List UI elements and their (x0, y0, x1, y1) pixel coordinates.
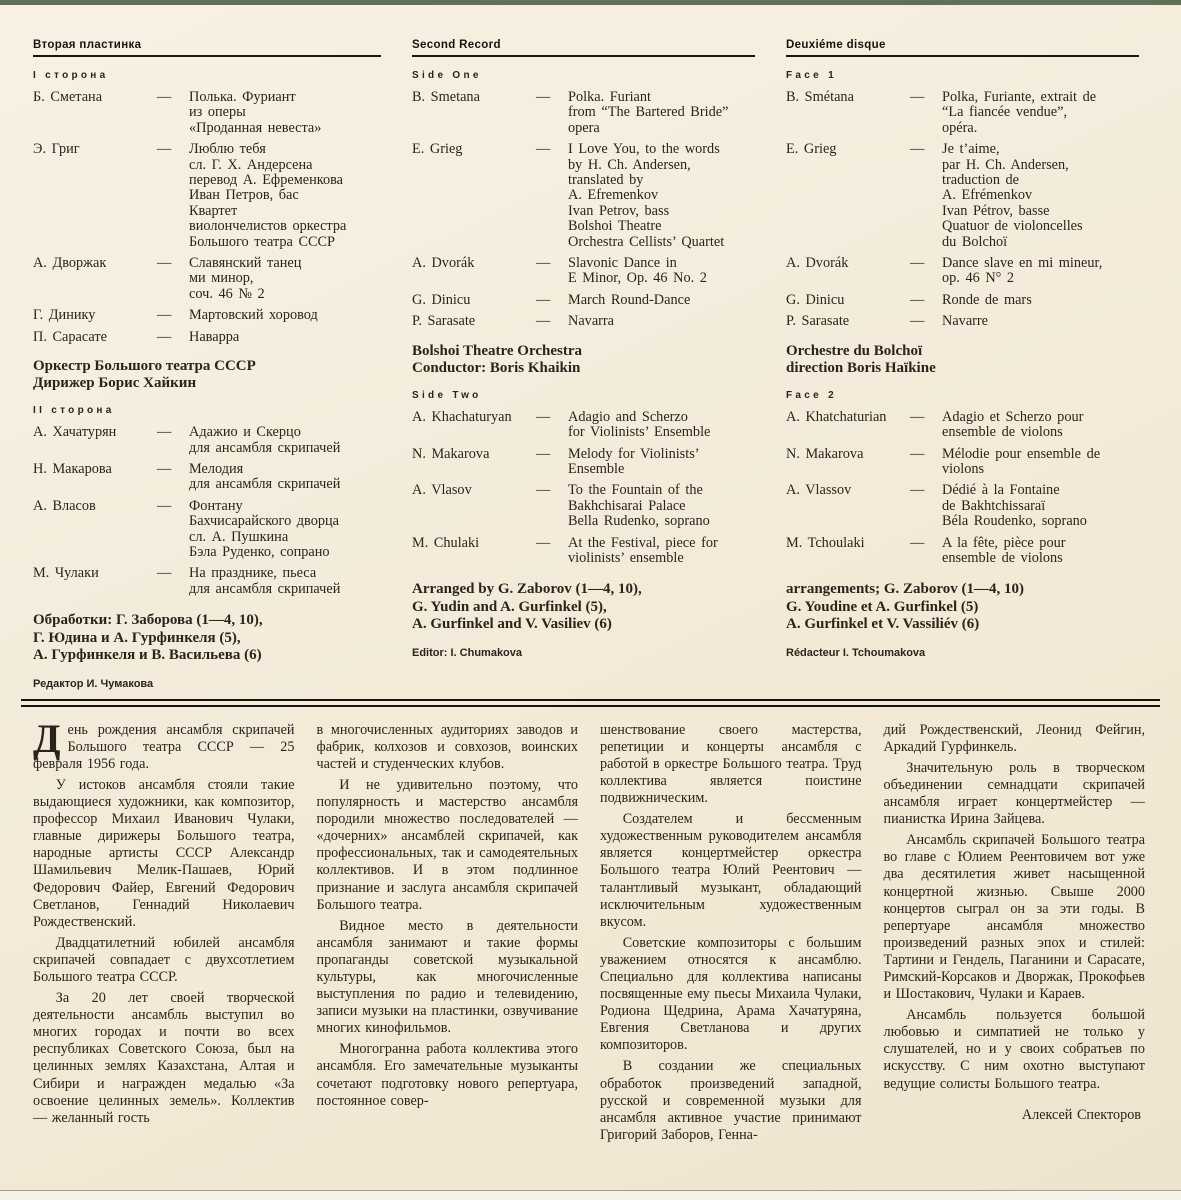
listing-column-french (786, 39, 1154, 690)
drop-cap: Д (33, 715, 61, 761)
track-row (786, 256, 1154, 287)
composer-name: А. Хачатурян (33, 424, 117, 441)
track-row (33, 256, 395, 302)
bottom-edge (0, 1190, 1181, 1200)
track-title-line: Béla Roudenko, soprano (942, 513, 1087, 530)
track-title-line: Polka, Furiante, extrait de (942, 89, 1097, 105)
dash-separator: — (157, 328, 172, 345)
track-title-line: Мелодия (189, 460, 244, 477)
track-title-line: Фонтану (189, 497, 243, 514)
track-titles (568, 536, 769, 567)
arranger-credit-line: G. Youdine et A. Gurfinkel (5) (786, 598, 979, 615)
composer-name: B. Smétana (786, 89, 854, 105)
notes-paragraph: Значительную роль в творческом объединении семнадцати скрипачей ансамбля играет концертмейстер — пианистка Ирина Зайцева. (883, 759, 1145, 828)
dash-separator: — (910, 408, 925, 425)
track-titles (568, 314, 769, 329)
track-titles (189, 308, 395, 323)
notes-paragraph: Ансамбль скрипачей Большого театра во главе с Юлием Реентовичем вот уже два десятилетия живет насыщенной концертной жизнью. Свыше 2000 концертов сыграл он за эти годы. В репертуаре ансамбля множество произведений разных эпох и стилей: Тартини и Гендель, Паганини и Сарасате, Римский-Корсаков и Дворжак, Прокофьев и Шостакович, Чулаки и Караев. (883, 832, 1145, 1003)
track-titles (189, 462, 395, 493)
track-title-line: Большого театра СССР (189, 233, 336, 250)
composer-name: Г. Динику (33, 307, 96, 324)
track-title-line: Slavonic Dance in (568, 255, 677, 272)
track-row (786, 536, 1154, 567)
track-row (786, 293, 1154, 308)
track-title-line: translated by (568, 172, 644, 189)
track-titles (942, 256, 1154, 287)
dash-separator: — (536, 255, 551, 272)
track-title-line: March Round-Dance (568, 291, 691, 308)
notes-column (317, 722, 579, 1148)
track-title-line: Dédié à la Fontaine (942, 482, 1060, 499)
side-label: Side Two (412, 389, 482, 401)
composer-name: P. Sarasate (412, 313, 476, 330)
track-row (412, 90, 769, 136)
track-title-line: Navarra (568, 313, 615, 330)
track-row (33, 499, 395, 561)
dash-separator: — (910, 89, 925, 105)
track-title-line: Polka. Furiant (568, 89, 652, 105)
section-divider (21, 699, 1160, 707)
track-title-line: соч. 46 № 2 (189, 285, 265, 302)
track-title-line: E Minor, Op. 46 No. 2 (568, 270, 707, 287)
composer-name: Э. Григ (33, 141, 80, 158)
dash-separator: — (910, 313, 925, 330)
track-title-line: На празднике, пьеса (189, 565, 317, 582)
track-title-line: Bakhchisarai Palace (568, 497, 686, 514)
track-title-line: Квартет (189, 202, 238, 219)
arranger-credit (786, 581, 1154, 634)
composer-name: E. Grieg (412, 141, 463, 158)
ensemble-credit (33, 358, 395, 392)
side-label: II сторона (33, 405, 115, 417)
track-titles (189, 425, 395, 456)
track-row (786, 90, 1154, 136)
dash-separator: — (910, 482, 925, 499)
composer-name: A. Vlasov (412, 482, 472, 499)
notes-paragraph: дий Рождественский, Леонид Фейгин, Аркадий Гурфинкель. (883, 721, 1145, 755)
track-title-line: To the Fountain of the (568, 482, 703, 499)
track-titles (568, 410, 769, 441)
track-title-line: для ансамбля скрипачей (189, 476, 341, 493)
liner-notes (0, 707, 1181, 1148)
track-titles (189, 566, 395, 597)
track-title-line: Люблю тебя (189, 141, 266, 158)
notes-paragraph: в многочисленных аудиториях заводов и фабрик, колхозов и совхозов, воинских частей и студенческих клубов. (316, 721, 578, 772)
track-title-line: At the Festival, piece for (568, 534, 718, 551)
composer-name: A. Vlassov (786, 482, 852, 499)
dash-separator: — (910, 534, 925, 551)
track-title-line: Бахчисарайского дворца (189, 513, 340, 530)
track-title-line: из оперы (189, 104, 246, 121)
track-row (786, 410, 1154, 441)
listing-column-english (412, 39, 769, 690)
composer-name: П. Сарасате (33, 328, 107, 345)
track-title-line: par H. Ch. Andersen, (942, 156, 1069, 173)
track-titles (568, 142, 769, 250)
dash-separator: — (536, 291, 551, 308)
ensemble-credit-line: Conductor: Boris Khaikin (412, 359, 581, 376)
editor-credit: Rédacteur I. Tchoumakova (786, 646, 926, 659)
arranger-credit (33, 612, 395, 665)
notes-paragraph: Ансамбль пользуется большой любовью и симпатией не только у слушателей, но и у своих собратьев по искусству. С ним охотно выступают ведущие солисты Большого театра. (883, 1007, 1145, 1092)
track-titles (942, 410, 1154, 441)
track-titles (189, 499, 395, 561)
track-title-line: для ансамбля скрипачей (189, 439, 341, 456)
ensemble-credit-line: direction Boris Haïkine (786, 359, 936, 376)
track-titles (942, 90, 1154, 136)
track-row (33, 330, 395, 345)
track-title-line: opéra. (942, 119, 978, 136)
track-title-line: ensemble de violons (942, 424, 1063, 441)
track-titles (189, 142, 395, 250)
track-title-line: Ronde de mars (942, 291, 1032, 308)
ensemble-credit-line: Orchestre du Bolchoï (786, 342, 923, 359)
dash-separator: — (536, 141, 551, 158)
notes-paragraph: Советские композиторы с большим уважением относятся к ансамблю. Специально для коллектива написаны посвященные ему пьесы Михаила Чулаки, Родиона Щедрина, Арама Хачатуряна, Евгения Светланова и других композиторов. (600, 934, 862, 1054)
composer-name: N. Makarova (412, 445, 490, 462)
track-title-line: Ensemble (568, 460, 625, 477)
track-titles (942, 536, 1154, 567)
dash-separator: — (910, 255, 925, 272)
composer-name: A. Dvorák (412, 255, 475, 272)
track-row (412, 256, 769, 287)
composer-name: G. Dinicu (412, 291, 471, 308)
dash-separator: — (157, 255, 172, 272)
editor-credit: Редактор И. Чумакова (33, 677, 154, 690)
notes-paragraph: Многогранна работа коллектива этого ансамбля. Его замечательные музыканты сочетают подготовку нового репертуара, постоянное совер- (316, 1041, 578, 1109)
composer-name: P. Sarasate (786, 313, 850, 330)
track-title-line: Наварра (189, 328, 240, 345)
arranger-credit-line: А. Гурфинкеля и В. Васильева (6) (33, 647, 262, 664)
track-title-line: Bolshoi Theatre (568, 218, 662, 235)
track-title-line: for Violinists’ Ensemble (568, 424, 711, 441)
dash-separator: — (536, 482, 551, 499)
composer-name: E. Grieg (786, 141, 837, 158)
track-title-line: du Bolchoï (942, 233, 1008, 250)
track-titles (942, 142, 1154, 250)
track-row (412, 314, 769, 329)
notes-column (600, 722, 862, 1148)
track-title-line: Orchestra Cellists’ Quartet (568, 233, 725, 250)
arranger-credit (412, 581, 769, 634)
track-row (412, 447, 769, 478)
side-label: Face 2 (786, 389, 837, 401)
notes-paragraph: Создателем и бессменным художественным руководителем ансамбля является концертмейстер оркестра Большого театра Юлий Реентович — талантливый музыкант, обладающий исключительным художественным вкусом. (600, 811, 862, 930)
composer-name: Н. Макарова (33, 460, 112, 477)
dash-separator: — (157, 307, 172, 324)
track-row (412, 293, 769, 308)
track-title-line: ми минор, (189, 270, 254, 287)
track-title-line: Je t’aime, (942, 141, 1000, 158)
ensemble-credit (412, 343, 769, 377)
notes-paragraph: День рождения ансамбля скрипачей Большого театра СССР — 25 февраля 1956 года. (33, 715, 295, 772)
dash-separator: — (536, 534, 551, 551)
composer-name: А. Дворжак (33, 255, 107, 272)
track-title-line: Dance slave en mi mineur, (942, 255, 1103, 272)
track-row (33, 425, 395, 456)
track-title-line: сл. А. Пушкина (189, 528, 289, 545)
dash-separator: — (910, 291, 925, 308)
track-title-line: ensemble de violons (942, 549, 1063, 566)
track-title-line: Navarre (942, 313, 989, 330)
track-titles (568, 447, 769, 478)
track-title-line: Adagio and Scherzo (568, 408, 688, 425)
track-title-line: Quatuor de violoncelles (942, 218, 1083, 235)
dash-separator: — (910, 445, 925, 462)
arranger-credit-line: A. Gurfinkel et V. Vassiliév (6) (786, 616, 980, 633)
track-title-line: op. 46 N° 2 (942, 270, 1015, 287)
dash-separator: — (157, 141, 172, 158)
track-title-line: A. Efrémenkov (942, 187, 1033, 204)
track-title-line: Ivan Petrov, bass (568, 202, 670, 219)
track-title-line: from “The Bartered Bride” (568, 104, 729, 121)
track-titles (568, 293, 769, 308)
composer-name: А. Власов (33, 497, 96, 514)
listing-column-russian (33, 39, 395, 690)
track-title-line: opera (568, 119, 600, 136)
track-title-line: Мартовский хоровод (189, 307, 318, 324)
dash-separator: — (157, 565, 172, 582)
composer-name: M. Tchoulaki (786, 534, 865, 551)
track-title-line: Adagio et Scherzo pour (942, 408, 1084, 425)
track-row (33, 142, 395, 250)
track-title-line: Bella Rudenko, soprano (568, 513, 710, 530)
track-title-line: violons (942, 460, 985, 477)
notes-paragraph: За 20 лет своей творческой деятельности ансамбль выступил во многих городах и почти во всех республиках Советского Союза, был на целинных землях Казахстана, Алтая и Сибири и награжден медалью «За освоение целинных земель». Коллектив — желанный гость (33, 990, 295, 1126)
track-title-line: by H. Ch. Andersen, (568, 156, 691, 173)
side-label: Side One (412, 70, 482, 81)
side-label: Face 1 (786, 70, 837, 81)
composer-name: M. Chulaki (412, 534, 480, 551)
listing-header: Second Record (412, 39, 755, 57)
track-row (33, 308, 395, 323)
track-titles (189, 90, 395, 136)
track-titles (942, 483, 1154, 529)
track-listings (0, 5, 1181, 690)
track-title-line: Ivan Pétrov, basse (942, 202, 1050, 219)
track-row (786, 447, 1154, 478)
notes-paragraph: В создании же специальных обработок произведений западной, русской и современной музыки для ансамбля активное участие принимают Григорий Заборов, Генна- (600, 1058, 862, 1143)
track-row (412, 483, 769, 529)
composer-name: A. Khatchaturian (786, 408, 887, 425)
track-title-line: Полька. Фуриант (189, 89, 296, 105)
ensemble-credit-line: Bolshoi Theatre Orchestra (412, 342, 582, 359)
track-title-line: виолончелистов оркестра (189, 218, 347, 235)
dash-separator: — (910, 141, 925, 158)
notes-paragraph: Двадцатилетний юбилей ансамбля скрипачей совпадает с двухсотлетием Большого театра СССР. (33, 934, 295, 985)
composer-name: М. Чулаки (33, 565, 99, 582)
arranger-credit-line: G. Yudin and A. Gurfinkel (5), (412, 598, 607, 615)
dash-separator: — (157, 460, 172, 477)
composer-name: G. Dinicu (786, 291, 845, 308)
side-label: I сторона (33, 70, 109, 81)
track-row (33, 462, 395, 493)
track-title-line: Mélodie pour ensemble de (942, 445, 1101, 462)
track-titles (568, 483, 769, 529)
track-title-line: traduction de (942, 172, 1020, 189)
arranger-credit-line: Г. Юдина и А. Гурфинкеля (5), (33, 629, 241, 646)
author-signature: Алексей Спекторов (1021, 1106, 1141, 1123)
dash-separator: — (157, 424, 172, 441)
track-row (33, 566, 395, 597)
track-title-line: для ансамбля скрипачей (189, 580, 341, 597)
track-titles (942, 293, 1154, 308)
notes-paragraph: У истоков ансамбля стояли такие выдающиеся художники, как композитор, профессор Михаил Иванович Чулаки, главные дирижеры Большого театра, народные артисты СССР Александр Шамильевич Мелик-Пашаев, Юрий Федорович Файер, Евгений Федорович Светланов, Геннадий Николаевич Рождественский. (33, 776, 295, 930)
dash-separator: — (536, 408, 551, 425)
notes-column (884, 722, 1146, 1148)
notes-paragraph: Видное место в деятельности ансамбля занимают и такие формы пропаганды советской музыкальной культуры, как многочисленные выступления по радио и телевидению, записи музыки на пластинки, озвучивание многих кинофильмов. (316, 917, 578, 1037)
dash-separator: — (536, 89, 551, 105)
track-title-line: Иван Петров, бас (189, 187, 299, 204)
notes-paragraph: И не удивительно поэтому, что популярность и мастерство ансамбля породили множество последователей — «дочерних» ансамблей скрипачей, как профессиональных, так и самодеятельных коллективов. И в этом подлинное признание и заслуга ансамбля скрипачей Большого театра. (316, 776, 578, 913)
track-title-line: A. Efremenkov (568, 187, 659, 204)
dash-separator: — (536, 313, 551, 330)
arranger-credit-line: arrangements; G. Zaborov (1—4, 10) (786, 581, 1025, 598)
track-title-line: Melody for Violinists’ (568, 445, 700, 462)
track-row (412, 142, 769, 250)
track-title-line: de Bakhtchissaraï (942, 497, 1046, 514)
track-title-line: “La fiancée vendue”, (942, 104, 1068, 121)
track-title-line: Славянский танец (189, 255, 302, 272)
dash-separator: — (157, 89, 172, 105)
track-title-line: «Проданная невеста» (189, 119, 322, 136)
ensemble-credit (786, 343, 1154, 377)
composer-name: A. Khachaturyan (412, 408, 512, 425)
listing-header: Вторая пластинка (33, 39, 381, 57)
arranger-credit-line: A. Gurfinkel and V. Vasiliev (6) (412, 616, 612, 633)
track-title-line: A la fête, pièce pour (942, 534, 1066, 551)
track-row (412, 410, 769, 441)
track-title-line: I Love You, to the words (568, 141, 720, 158)
track-titles (189, 256, 395, 302)
dash-separator: — (157, 497, 172, 514)
track-titles (189, 330, 395, 345)
track-title-line: Бэла Руденко, сопрано (189, 543, 330, 560)
composer-name: B. Smetana (412, 89, 480, 105)
track-title-line: violinists’ ensemble (568, 549, 684, 566)
track-row (33, 90, 395, 136)
track-title-line: Адажио и Скерцо (189, 424, 301, 441)
track-row (786, 314, 1154, 329)
track-titles (568, 90, 769, 136)
composer-name: A. Dvorák (786, 255, 849, 272)
track-titles (942, 447, 1154, 478)
track-title-line: перевод А. Ефременкова (189, 172, 344, 189)
ensemble-credit-line: Дирижер Борис Хайкин (33, 375, 197, 392)
track-row (786, 142, 1154, 250)
composer-name: N. Makarova (786, 445, 864, 462)
dash-separator: — (536, 445, 551, 462)
track-title-line: сл. Г. Х. Андерсена (189, 156, 313, 173)
track-titles (942, 314, 1154, 329)
composer-name: Б. Сметана (33, 89, 103, 105)
arranger-credit-line: Arranged by G. Zaborov (1—4, 10), (412, 581, 642, 598)
ensemble-credit-line: Оркестр Большого театра СССР (33, 358, 256, 375)
track-row (412, 536, 769, 567)
arranger-credit-line: Обработки: Г. Заборова (1—4, 10), (33, 612, 263, 629)
notes-column (33, 715, 295, 1148)
editor-credit: Editor: I. Chumakova (412, 646, 523, 659)
listing-header: Deuxiéme disque (786, 39, 1139, 57)
track-row (786, 483, 1154, 529)
notes-paragraph: шенствование своего мастерства, репетиции и концерты ансамбля с работой в оркестре Большого театра. Труд коллектива является поистине подвижническим. (600, 721, 862, 807)
track-titles (568, 256, 769, 287)
